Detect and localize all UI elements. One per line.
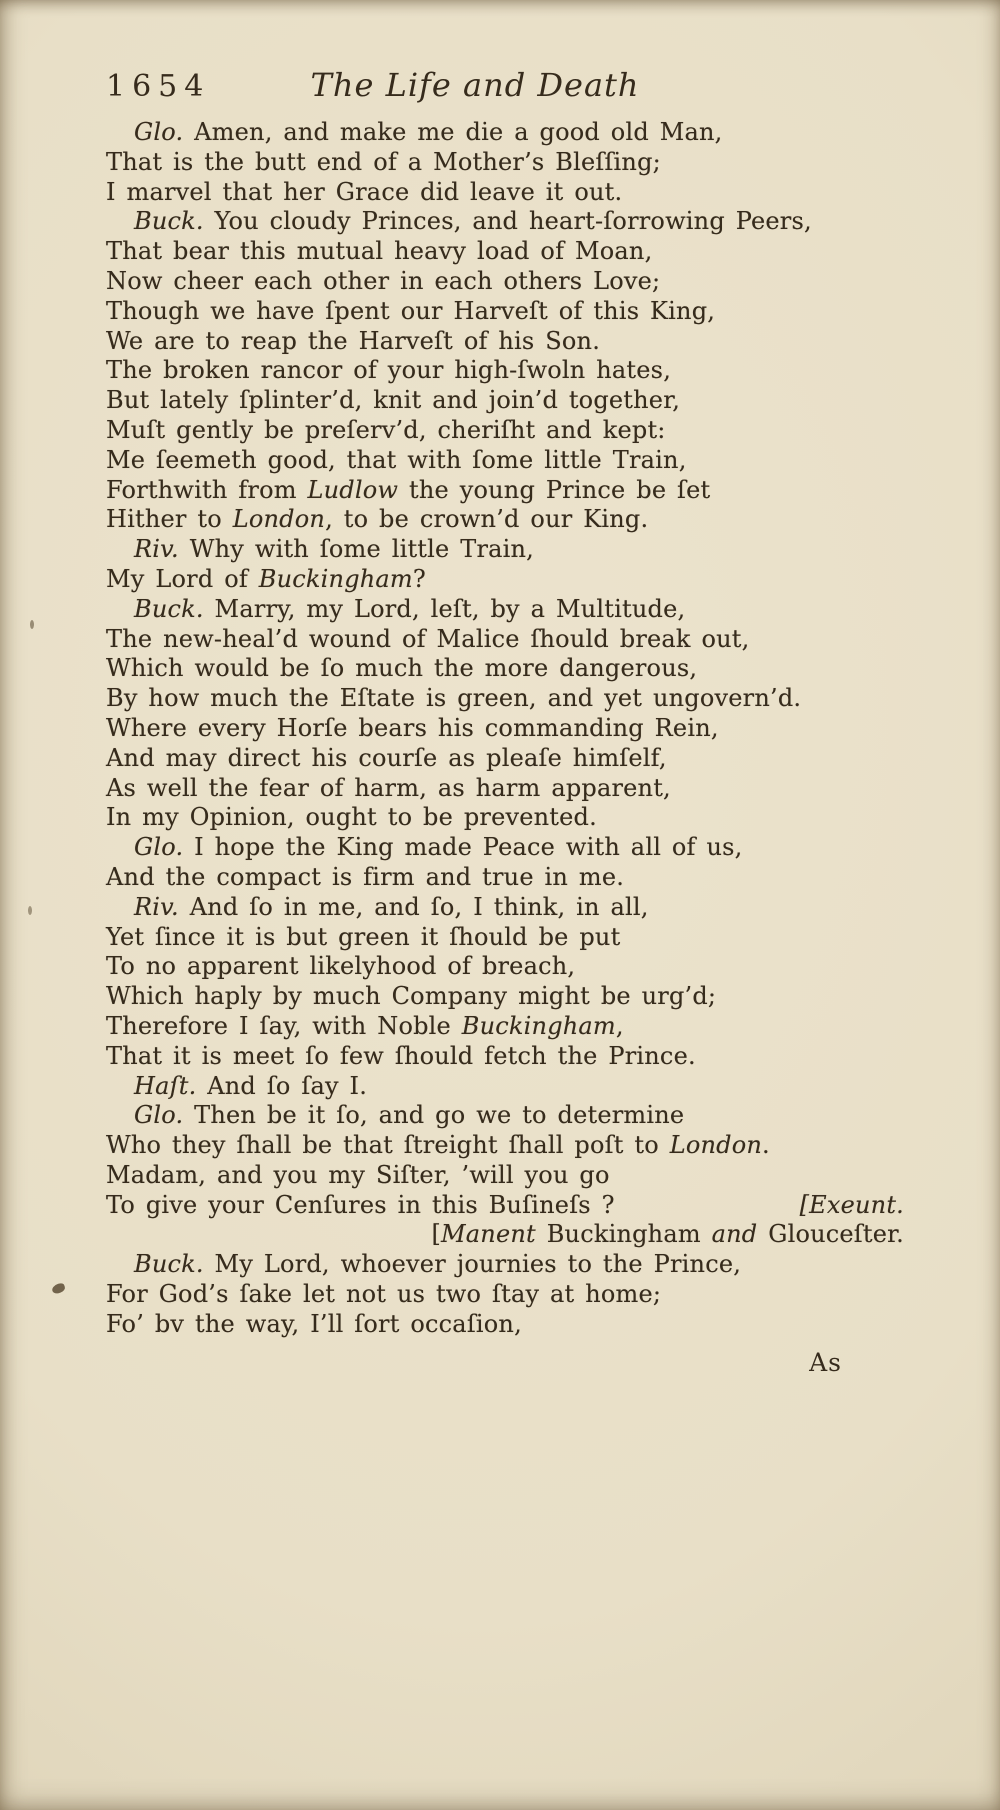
roman-text: , — [615, 1011, 624, 1040]
scan-speckle — [30, 620, 34, 629]
roman-text: Buckingham — [535, 1220, 712, 1249]
italic-text: Glo. — [134, 118, 184, 146]
roman-text: Fo’ bv the way, I’ll ſort occaſion, — [106, 1309, 522, 1338]
roman-text: Me ſeemeth good, that with ſome little Train, — [106, 445, 687, 474]
text-line — [106, 803, 904, 833]
text-line — [106, 267, 904, 297]
roman-text: I marvel that her Grace did leave it out. — [106, 177, 623, 206]
roman-text: Marry, my Lord, leſt, by a Multitude, — [203, 594, 686, 623]
running-title: The Life and Death — [310, 66, 640, 104]
text-line — [106, 863, 904, 893]
text-line — [106, 118, 904, 148]
roman-text: I hope the King made Peace with all of us, — [183, 833, 743, 862]
italic-text: and — [711, 1220, 758, 1249]
text-line — [106, 505, 904, 535]
text-line — [106, 1072, 904, 1102]
roman-text: Forthwith from — [106, 475, 308, 504]
italic-text: London — [669, 1131, 763, 1160]
text-line — [106, 1131, 904, 1161]
roman-text: Who they ſhall be that ſtreight ſhall poſt to — [106, 1131, 670, 1160]
scan-speckle — [28, 906, 32, 915]
text-line — [106, 1101, 904, 1131]
text-line — [106, 923, 904, 953]
text-line — [106, 565, 904, 595]
roman-text: Muſt gently be preſerv’d, cheriſht and kept: — [106, 415, 666, 444]
text-line — [106, 1280, 904, 1310]
text-line — [106, 416, 904, 446]
text-line — [106, 1161, 904, 1191]
catchword: As — [809, 1347, 842, 1377]
text-line — [106, 237, 904, 267]
text-line — [106, 1310, 904, 1340]
roman-text: The broken rancor of your high-ſwoln hates, — [106, 356, 672, 385]
text-line — [106, 833, 904, 863]
roman-text: You cloudy Princes, and heart-ſorrowing Peers, — [203, 207, 812, 236]
roman-text: Though we have ſpent our Harveſt of this King, — [106, 296, 716, 325]
text-line — [106, 952, 904, 982]
italic-text: Buck. — [134, 207, 204, 236]
text-line — [106, 1220, 904, 1250]
text-line — [106, 744, 904, 774]
roman-text: And ſo ſay I. — [196, 1071, 368, 1100]
text-line — [106, 595, 904, 625]
roman-text: Which haply by much Company might be urg’d; — [106, 982, 717, 1011]
text-line — [106, 446, 904, 476]
italic-text: Buckingham — [258, 564, 413, 593]
text-line — [106, 476, 904, 506]
roman-text: the young Prince be ſet — [398, 475, 711, 504]
catchword-row — [106, 1348, 904, 1377]
text-line — [106, 1191, 904, 1221]
text-line — [106, 893, 904, 923]
roman-text: To give your Cenſures in this Buſineſs ? — [106, 1190, 615, 1219]
roman-text: For God’s ſake let not us two ſtay at home; — [106, 1280, 662, 1309]
italic-text: [Exeunt. — [799, 1190, 904, 1219]
roman-text: And may direct his courſe as pleaſe himſelf, — [106, 743, 667, 772]
roman-text: To no apparent likelyhood of breach, — [106, 952, 576, 981]
roman-text: That bear this mutual heavy load of Moan, — [106, 237, 653, 266]
italic-text: Haſt. — [134, 1071, 197, 1100]
italic-text: Glo. — [134, 1101, 184, 1130]
roman-text: We are to reap the Harveſt of his Son. — [106, 326, 601, 355]
italic-text: Glo. — [134, 833, 184, 862]
italic-text: London — [232, 505, 326, 534]
roman-text: The new-heal’d wound of Malice ſhould break out, — [106, 624, 750, 653]
text-line — [106, 386, 904, 416]
text-line — [106, 297, 904, 327]
roman-text: My Lord, whoever journies to the Prince, — [203, 1250, 742, 1279]
roman-text: And the compact is firm and true in me. — [106, 862, 625, 891]
italic-text: Buckingham — [461, 1011, 616, 1040]
italic-text: Buck. — [134, 594, 204, 623]
italic-text: Buck. — [134, 1250, 204, 1279]
roman-text: Madam, and you my Siſter, ’will you go — [106, 1160, 610, 1189]
roman-text: My Lord of — [106, 564, 259, 593]
text-line — [106, 178, 904, 208]
text-line — [106, 356, 904, 386]
text-line — [106, 1042, 904, 1072]
roman-text: Yet ſince it is but green it ſhould be put — [106, 922, 621, 951]
page-number: 1654 — [106, 69, 211, 104]
text-line — [106, 714, 904, 744]
roman-text: Now cheer each other in each others Love; — [106, 266, 661, 295]
text-line — [106, 654, 904, 684]
text-line — [106, 982, 904, 1012]
text-line — [106, 327, 904, 357]
roman-text: Hither to — [106, 505, 233, 534]
text-line — [106, 1250, 904, 1280]
roman-text: That is the butt end of a Mother’s Bleſſing; — [106, 147, 661, 176]
roman-text: By how much the Eſtate is green, and yet ungovern’d. — [106, 684, 802, 713]
roman-text: In my Opinion, ought to be prevented. — [106, 803, 597, 832]
text-line — [106, 684, 904, 714]
text-block — [106, 118, 904, 1340]
text-line — [106, 148, 904, 178]
roman-text: Therefore I ſay, with Noble — [106, 1011, 462, 1040]
roman-text: . — [762, 1131, 770, 1160]
text-line — [106, 1012, 904, 1042]
roman-text: But lately ſplinter’d, knit and join’d together, — [106, 386, 681, 415]
roman-text: , to be crown’d our King. — [325, 505, 649, 534]
roman-text: Why with ſome little Train, — [178, 535, 535, 564]
roman-text: ? — [412, 564, 426, 593]
roman-text: Amen, and make me die a good old Man, — [183, 118, 723, 146]
roman-text: Where every Horſe bears his commanding Rein, — [106, 713, 719, 742]
roman-text: That it is meet ſo few ſhould fetch the Prince. — [106, 1041, 696, 1070]
roman-text: And ſo in me, and ſo, I think, in all, — [178, 892, 649, 921]
roman-text: Glouceſter. — [757, 1220, 904, 1249]
italic-text: Riv. — [134, 892, 179, 921]
roman-text: Which would be ſo much the more dangerous, — [106, 654, 698, 683]
text-line — [106, 207, 904, 237]
text-line — [106, 535, 904, 565]
page-header — [106, 66, 904, 104]
italic-text: Riv. — [134, 535, 179, 564]
italic-text: Ludlow — [307, 475, 399, 504]
text-line — [106, 625, 904, 655]
italic-text: Manent — [441, 1220, 536, 1249]
text-line — [106, 774, 904, 804]
roman-text: [ — [431, 1220, 442, 1249]
roman-text: As well the fear of harm, as harm apparent, — [106, 773, 671, 802]
roman-text: Then be it ſo, and go we to determine — [183, 1101, 685, 1130]
